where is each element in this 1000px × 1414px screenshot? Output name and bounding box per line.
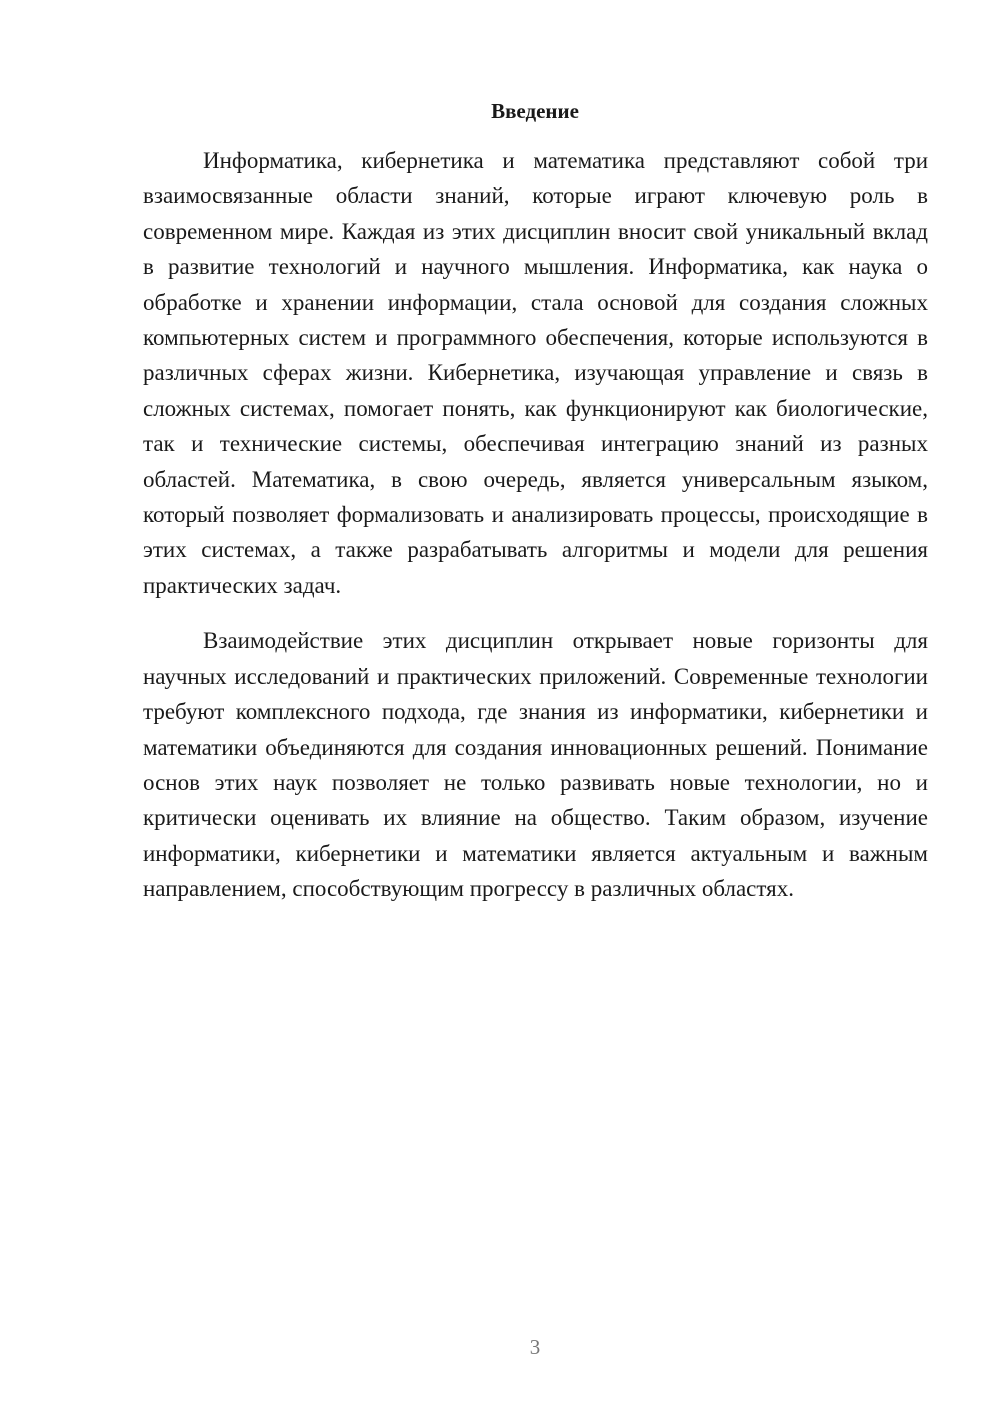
document-body bbox=[143, 143, 928, 907]
paragraph-1: Информатика, кибернетика и математика представляют собой три взаимосвязанные области знаний, которые играют ключевую роль в современном мире. Каждая из этих дисциплин вносит свой уникальный вклад в развитие технологий и научного мышления. Информатика, как наука о обработке и хранении информации, стала основой для создания сложных компьютерных систем и программного обеспечения, которые используются в различных сферах жизни. Кибернетика, изучающая управление и связь в сложных системах, помогает понять, как функционируют как биологические, так и технические системы, обеспечивая интеграцию знаний из разных областей. Математика, в свою очередь, является универсальным языком, который позволяет формализовать и анализировать процессы, происходящие в этих системах, а также разрабатывать алгоритмы и модели для решения практических задач. bbox=[143, 148, 928, 598]
paragraph-2: Взаимодействие этих дисциплин открывает новые горизонты для научных исследований и практических приложений. Современные технологии требуют комплексного подхода, где знания из информатики, кибернетики и математики объединяются для создания инновационных решений. Понимание основ этих наук позволяет не только развивать новые технологии, но и критически оценивать их влияние на общество. Таким образом, изучение информатики, кибернетики и математики является актуальным и важным направлением, способствующим прогрессу в различных областях. bbox=[143, 628, 928, 902]
page-title: Введение bbox=[491, 99, 579, 123]
page-number: 3 bbox=[529, 1335, 541, 1359]
